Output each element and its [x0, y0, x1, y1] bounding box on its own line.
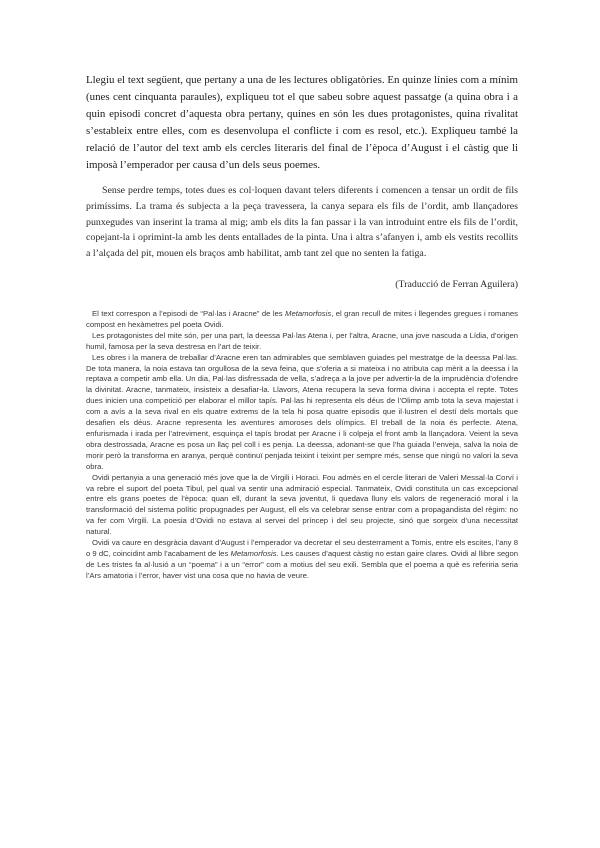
answer-p5-text: Ovidi va caure en desgràcia davant d’August i l’emperador va decretar el seu desterrament a Tomis, entre els escites, l’any 8 o 9 dC, coincidint amb l’acabament de les — [86, 538, 518, 558]
answer-paragraph-3: Les obres i la manera de treballar d’Aracne eren tan admirables que semblaven guiades pel mestratge de la deessa Pal·las. De tota manera, la noia estava tan orgullosa de la seva feina, que s’oferia a si mateixa i no atribuïa cap mèrit a la deessa i la reptava a competir amb ella. Un dia, Pal·las disfressada de vella, s’adreça a la jove per advertir-la de la imprudència d’ofendre la divinitat. Aracne, tanmateix, insisteix a desafiar-la. Llavors, Atena recupera la seva forma divina i accepta el repte. Totes dues inicien una competició per elaborar el millor tapís. Pal·las hi representa els déus de l’Olimp amb tota la seva majestat i com a avís a la seva rival en els quatre extrems de la tela hi posa quatre episodis que il·lustren el destí dels mortals que desafien els déus. Aracne representa les aventures amoroses dels olímpics. El treball de la noia és perfecte. Atena, enfurismada i irada per l’atreviment, esquinça el tapís brodat per Aracne i li colpeja el front amb la llançadora. Veient la seva obra destrossada, Aracne es posa un llaç pel coll i es penja. La deessa, adonant-se que l’ha guiada l’enveja, salva la noia de morir però la transforma en aranya, perquè continuï penjada teixint i teixint per sempre més, sense que ningú no valori la seva obra. — [86, 352, 518, 471]
answer-paragraph-5 — [86, 538, 518, 582]
answer-paragraph-1 — [86, 309, 518, 331]
answer-p1-text-end: , el gran recull de mites i llegendes gregues i romanes compost en hexàmetres pel poeta Ovidi. — [86, 309, 518, 329]
translation-attribution: (Traducció de Ferran Aguilera) — [395, 279, 518, 290]
work-title: Metamorfosis — [285, 309, 332, 318]
work-title-2: Metamorfosis — [230, 548, 277, 558]
answer-text — [86, 309, 518, 582]
answer-paragraph-4: Ovidi pertanyia a una generació més jove que la de Virgili i Horaci. Fou admès en el cercle literari de Valeri Messal·la Corví i va rebre el suport del poeta Tibul, pel qual va sentir una admiració especial. Tanmateix, Ovidi constituïa un cas excepcional entre els grans poetes de l’època: quan ell, durant la seva joventut, li quedava lluny els valors de regeneració moral i la transformació del sistema polític propugnades per August, ell els va celebrar sense entrar com a propagandista del règim: no va fer com Virgili. La poesia d’Ovidi no estava al servei del príncep i del seu projecte, sinó que sorgeix d’una necessitat natural. — [86, 472, 518, 537]
answer-p1-text: El text correspon a l’episodi de “Pal·las i Aracne” de les — [92, 309, 286, 318]
exam-instructions: Llegiu el text següent, que pertany a una de les lectures obligatòries. En quinze línies com a mínim (unes cent cinquanta paraules), expliqueu tot el que sabeu sobre aquest passatge (a quina obra i a quin episodi concret d’aquesta obra pertany, quines en són les dues protagonistes, quina rivalitat s’estableix entre elles, com es desenvolupa el conflicte i com es resol, etc.). Expliqueu també la relació de l’autor del text amb els cercles literaris del final de l’època d’August i el càstig que li imposà l’emperador per causa d’un dels seus poemes. — [86, 74, 518, 171]
answer-p5-text-end: . Les causes d’aquest càstig no estan gaire clares. Ovidi al llibre segon de Les tristes fa al·lusió a un “poema” i a un “error” com a motius del seu exili. Sembla que el poema a què es referiria seria l’Ars amatoria i l’error, haver vist una cosa que no havia de veure. — [86, 548, 519, 580]
answer-paragraph-2: Les protagonistes del mite són, per una part, la deessa Pal·las Atena i, per l’altra, Aracne, una jove nascuda a Lídia, d’origen humil, famosa per la seva destresa en l’art de teixir. — [86, 330, 518, 351]
quoted-passage: Sense perdre temps, totes dues es col·loquen davant telers diferents i comencen a tensar un ordit de fils primíssims. La trama és subjecta a la peça travessera, la canya separa els fils de l’ordit, amb llançadores punxegudes van inserint la trama al mig; amb els dits la fan passar i la van introduint entre els fils de l’ordit, copejant-la i oprimint-la amb les dents entallades de la pinta. Una i altra s’afanyen i, amb els vestits recollits a l’alçada del pit, mouen els braços amb habilitat, amb tant zel que no senten la fatiga. — [86, 185, 518, 260]
